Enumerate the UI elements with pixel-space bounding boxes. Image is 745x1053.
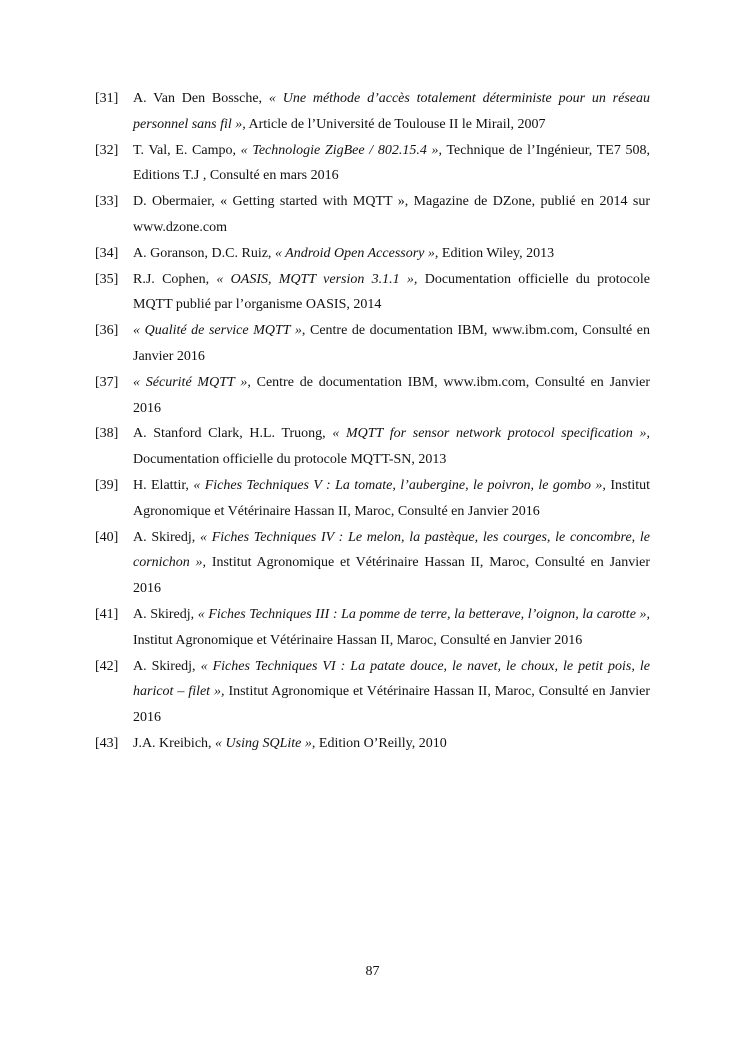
reference-item [95, 421, 650, 473]
reference-number: [34] [95, 245, 119, 261]
reference-item [95, 189, 650, 241]
reference-segment: Institut Agronomique et Vétérinaire Hassan II, Maroc, Consulté en Janvier 2016 [133, 477, 651, 519]
reference-segment: A. Skiredj, [133, 606, 198, 622]
reference-segment: Edition Wiley, 2013 [438, 245, 555, 261]
reference-title: « Qualité de service MQTT » [133, 323, 302, 339]
reference-segment: , Centre de documentation IBM, www.ibm.com, Consulté en Janvier 2016 [133, 323, 650, 364]
reference-title: « Fiches Techniques III : La pomme de terre, la betterave, l’oignon, la carotte », [197, 606, 650, 622]
reference-segment: D. Obermaier, « Getting started with MQTT », Magazine de DZone, publié en 2014 sur www.dzone.com [133, 194, 650, 235]
reference-title: « Sécurité MQTT » [133, 374, 248, 390]
reference-title: « Android Open Accessory », [274, 245, 439, 261]
reference-item [95, 602, 650, 654]
reference-text [133, 421, 650, 473]
reference-title: « Fiches Techniques IV : Le melon, la pastèque, les courges, le concombre, le cornichon », [133, 529, 650, 571]
reference-number: [40] [95, 529, 119, 545]
reference-number: [41] [95, 606, 119, 622]
reference-item [95, 86, 650, 138]
reference-segment: Institut Agronomique et Vétérinaire Hassan II, Maroc, Consulté en Janvier 2016 [133, 684, 650, 726]
reference-segment: R.J. Cophen, [133, 271, 217, 287]
reference-text [133, 473, 650, 525]
reference-item [95, 138, 650, 190]
reference-segment: Institut Agronomique et Vétérinaire Hassan II, Maroc, Consulté en Janvier 2016 [133, 632, 583, 648]
reference-number: [42] [95, 658, 119, 674]
reference-text [133, 189, 650, 241]
reference-segment: T. Val, E. Campo, [133, 142, 241, 158]
reference-title: « Technologie ZigBee / 802.15.4 » [240, 142, 439, 158]
reference-text [133, 654, 650, 731]
reference-number: [39] [95, 477, 119, 493]
reference-item [95, 525, 650, 602]
reference-segment: , Centre de documentation IBM, www.ibm.com, Consulté en Janvier 2016 [133, 374, 651, 416]
reference-segment: A. Skiredj, [133, 658, 201, 674]
reference-title: « MQTT for sensor network protocol specification » [332, 426, 647, 442]
reference-item [95, 731, 650, 757]
reference-number: [31] [95, 91, 119, 106]
reference-number: [35] [95, 271, 119, 287]
reference-item [95, 267, 650, 319]
reference-number: [33] [95, 194, 119, 210]
reference-title: « OASIS, MQTT version 3.1.1 », [216, 271, 418, 287]
reference-text [133, 525, 650, 602]
reference-segment: , Edition O’Reilly, 2010 [311, 735, 447, 751]
reference-title: « Une méthode d’accès totalement déterministe pour un réseau personnel sans fil », [133, 91, 650, 132]
reference-segment: J.A. Kreibich, [133, 735, 216, 751]
reference-segment: , Technique de l’Ingénieur, TE7 508, Editions T.J , Consulté en mars 2016 [133, 142, 651, 184]
reference-list [95, 86, 650, 757]
reference-number: [36] [95, 323, 119, 339]
reference-segment: H. Elattir, [133, 477, 194, 493]
reference-text [133, 86, 650, 138]
reference-segment: A. Van Den Bossche, [133, 91, 269, 106]
page-number: 87 [365, 964, 380, 979]
reference-item [95, 654, 650, 731]
reference-segment: A. Skiredj, [133, 529, 201, 545]
reference-text [133, 267, 650, 319]
reference-text [133, 318, 650, 370]
reference-text [133, 731, 650, 757]
reference-title: « Fiches Techniques V : La tomate, l’aubergine, le poivron, le gombo », [193, 477, 606, 493]
reference-text [133, 602, 650, 654]
reference-text [133, 241, 650, 267]
reference-number: [38] [95, 426, 119, 442]
reference-title: « Using SQLite » [215, 735, 312, 751]
reference-segment: A. Goranson, D.C. Ruiz, [133, 245, 275, 261]
reference-segment: Institut Agronomique et Vétérinaire Hassan II, Maroc, Consulté en Janvier 2016 [133, 555, 650, 597]
reference-number: [43] [95, 735, 119, 751]
reference-segment: , Documentation officielle du protocole MQTT-SN, 2013 [133, 426, 650, 468]
reference-item [95, 318, 650, 370]
reference-text [133, 138, 650, 190]
reference-item [95, 370, 650, 422]
reference-item [95, 473, 650, 525]
reference-number: [32] [95, 142, 119, 158]
reference-title: « Fiches Techniques VI : La patate douce, le navet, le choux, le petit pois, le haricot – filet », [133, 658, 650, 700]
reference-segment: A. Stanford Clark, H.L. Truong, [133, 426, 333, 442]
reference-text [133, 370, 650, 422]
reference-segment: Article de l’Université de Toulouse II le Mirail, 2007 [245, 116, 546, 132]
reference-number: [37] [95, 374, 119, 390]
reference-segment: Documentation officielle du protocole MQTT publié par l’organisme OASIS, 2014 [133, 271, 651, 313]
reference-item [95, 241, 650, 267]
